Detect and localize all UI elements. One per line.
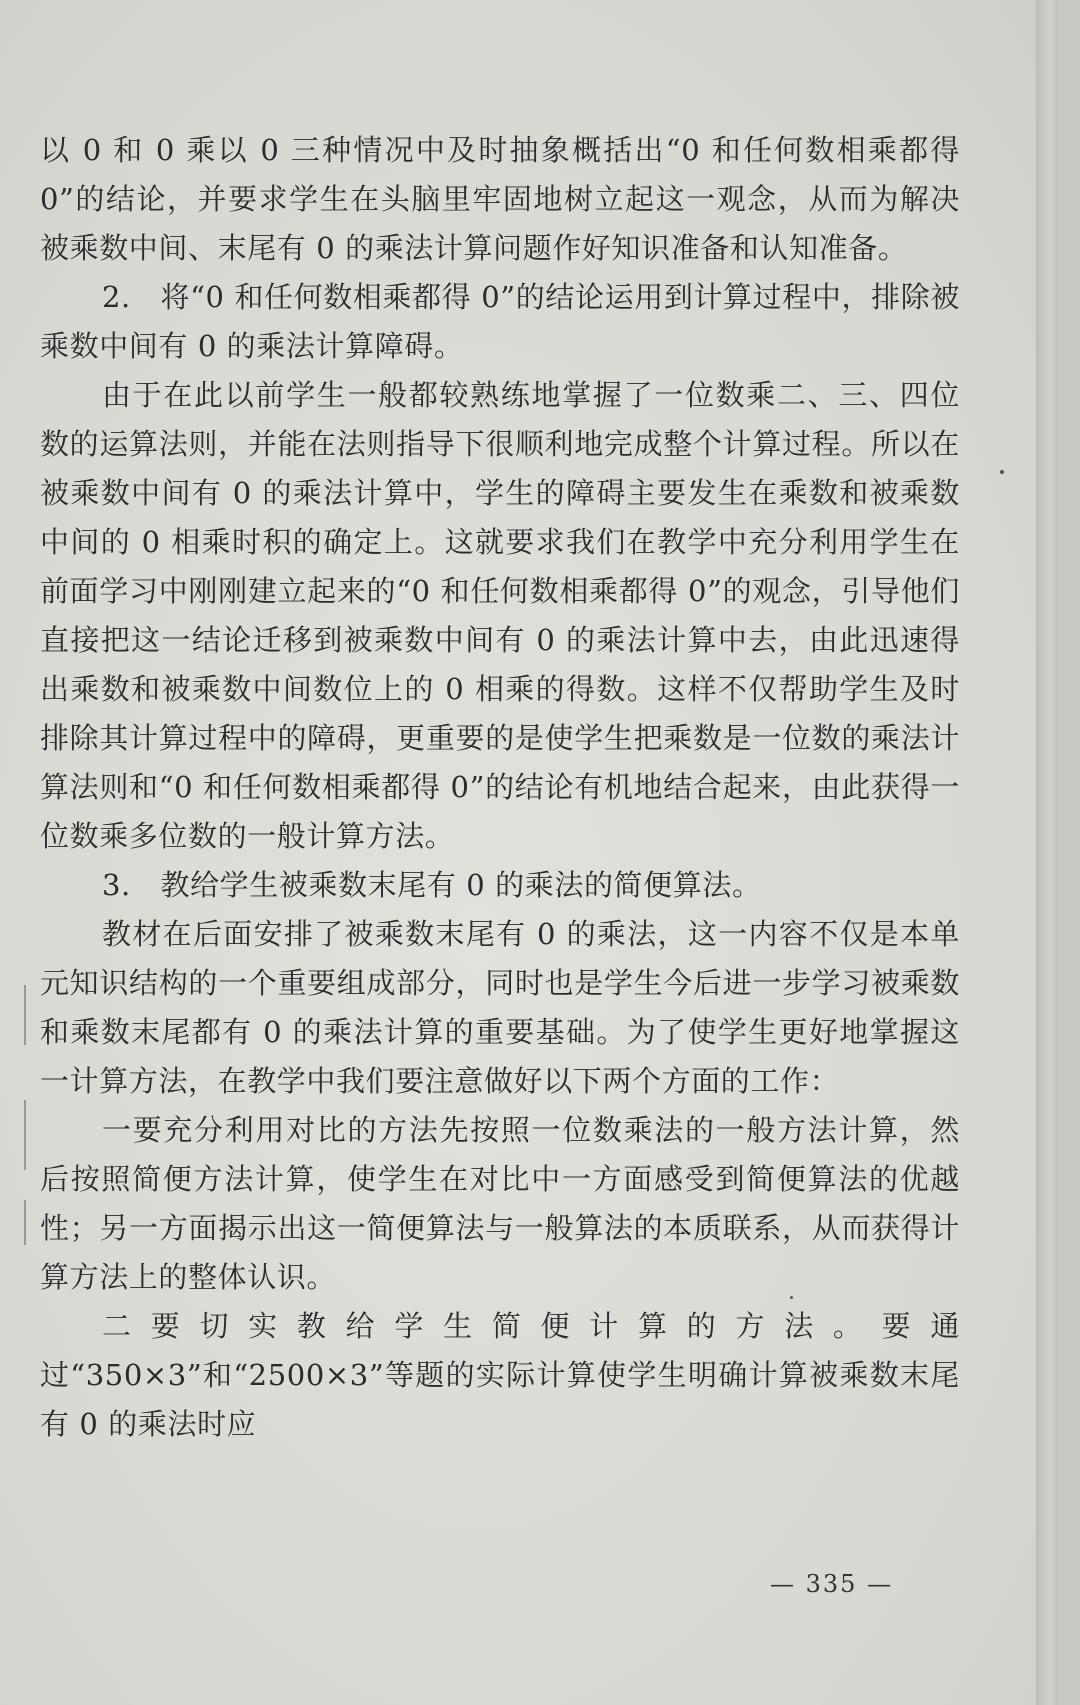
body-text [40, 126, 960, 1449]
paragraph: 以 0 和 0 乘以 0 三种情况中及时抽象概括出“0 和任何数相乘都得 0”的结论，并要求学生在头脑里牢固地树立起这一观念，从而为解决被乘数中间、末尾有 0 的乘法计算问题作好知识准备和认知准备。 [40, 133, 960, 265]
page-number: — 335 — [770, 1570, 894, 1598]
paragraph: 2. 将“0 和任何数相乘都得 0”的结论运用到计算过程中，排除被乘数中间有 0 的乘法计算障碍。 [40, 280, 960, 363]
page-edge-shadow [1036, 0, 1058, 1705]
paragraph: 二要切实教给学生简便计算的方法。要通过“350×3”和“2500×3”等题的实际计算使学生明确计算被乘数末尾有 0 的乘法时应 [40, 1309, 960, 1441]
ink-speck [1000, 470, 1004, 474]
margin-pencil-mark [24, 985, 26, 1045]
margin-pencil-mark [24, 1200, 26, 1245]
paragraph: 由于在此以前学生一般都较熟练地掌握了一位数乘二、三、四位数的运算法则，并能在法则指导下很顺利地完成整个计算过程。所以在被乘数中间有 0 的乘法计算中，学生的障碍主要发生在乘数和被乘数中间的 0 相乘时积的确定上。这就要求我们在教学中充分利用学生在前面学习中刚刚建立起来的“0 和任何数相乘都得 0”的观念，引导他们直接把这一结论迁移到被乘数中间有 0 的乘法计算中去，由此迅速得出乘数和被乘数中间数位上的 0 相乘的得数。这样不仅帮助学生及时排除其计算过程中的障碍，更重要的是使学生把乘数是一位数的乘法计算法则和“0 和任何数相乘都得 0”的结论有机地结合起来，由此获得一位数乘多位数的一般计算方法。 [40, 378, 960, 853]
paragraph: 教材在后面安排了被乘数末尾有 0 的乘法，这一内容不仅是本单元知识结构的一个重要组成部分，同时也是学生今后进一步学习被乘数和乘数末尾都有 0 的乘法计算的重要基础。为了使学生更好地掌握这一计算方法，在教学中我们要注意做好以下两个方面的工作： [40, 917, 960, 1098]
paragraph: 一要充分利用对比的方法先按照一位数乘法的一般方法计算，然后按照简便方法计算，使学生在对比中一方面感受到简便算法的优越性；另一方面揭示出这一简便算法与一般算法的本质联系，从而获得计算方法上的整体认识。 [40, 1113, 960, 1294]
paragraph: 3. 教给学生被乘数末尾有 0 的乘法的简便算法。 [102, 868, 762, 902]
margin-pencil-mark [24, 1100, 26, 1170]
